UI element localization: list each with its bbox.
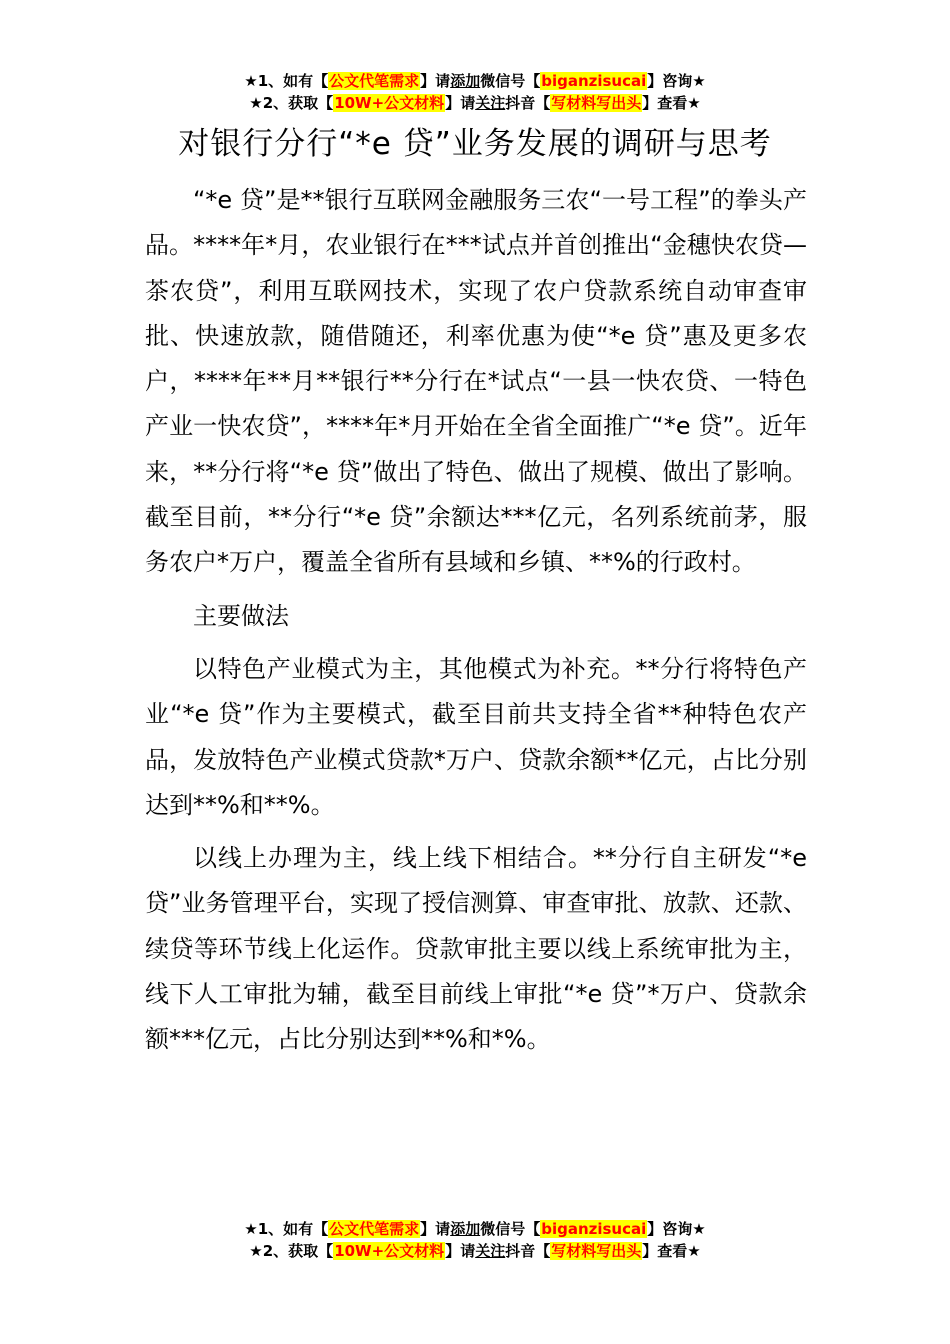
banner-text: 】请 xyxy=(445,1242,476,1260)
banner-emphasis: 关注 xyxy=(475,1242,506,1260)
banner-text: 】请 xyxy=(420,1220,451,1238)
paragraph-online-processing: 以线上办理为主，线上线下相结合。**分行自主研发“*e 贷”业务管理平台，实现了授信测算、审查审批、放款、还款、续贷等环节线上化运作。贷款审批主要以线上系统审批为主，线下人工审批为辅，截至目前线上审批“*e 贷”*万户、贷款余额***亿元，占比分别达到**%和*%。 xyxy=(145,844,807,1054)
banner-wechat-id: biganzisucai xyxy=(541,72,647,90)
banner-wechat-id: biganzisucai xyxy=(541,1220,647,1238)
banner-text: 】请 xyxy=(445,94,476,112)
footer-banner-line-1 xyxy=(0,1218,950,1240)
header-banner-line-2 xyxy=(0,92,950,114)
banner-text: ★2、获取【 xyxy=(249,1242,334,1260)
footer-banner-line-2 xyxy=(0,1240,950,1262)
banner-text: ★1、如有【 xyxy=(244,1220,329,1238)
document-title: 对银行分行“*e 贷”业务发展的调研与思考 xyxy=(178,126,772,162)
paragraph-intro: “*e 贷”是**银行互联网金融服务三农“一号工程”的拳头产品。****年*月，农业银行在***试点并首创推出“金穗快农贷—茶农贷”，利用互联网技术，实现了农户贷款系统自动审查审批、快速放款，随借随还，利率优惠为使“*e 贷”惠及更多农户，****年**月**银行**分行在*试点“一县一快农贷、一特色产业一快农贷”，****年*月开始在全省全面推广“*e 贷”。近年来，**分行将“*e 贷”做出了特色、做出了规模、做出了影响。截至目前，**分行“*e 贷”余额达***亿元，名列系统前茅，服务农户*万户，覆盖全省所有县域和乡镇、**%的行政村。 xyxy=(145,186,807,577)
banner-douyin-account: 写材料写出头 xyxy=(551,1242,642,1260)
footer-banner xyxy=(0,1218,950,1262)
header-banner-line-1 xyxy=(0,70,950,92)
banner-text: 】咨询★ xyxy=(647,72,706,90)
banner-text: 抖音【 xyxy=(505,1242,551,1260)
banner-text: 】请 xyxy=(420,72,451,90)
banner-emphasis: 关注 xyxy=(475,94,506,112)
banner-text: ★1、如有【 xyxy=(244,72,329,90)
banner-text: ★2、获取【 xyxy=(249,94,334,112)
header-banner xyxy=(0,70,950,114)
banner-emphasis: 添加 xyxy=(450,1220,481,1238)
banner-emphasis: 添加 xyxy=(450,72,481,90)
banner-text: 】查看★ xyxy=(642,94,701,112)
banner-highlight: 公文代笔需求 xyxy=(329,1220,420,1238)
banner-text: 微信号【 xyxy=(480,1220,541,1238)
banner-text: 】咨询★ xyxy=(647,1220,706,1238)
section-heading-main-practices: 主要做法 xyxy=(193,601,289,630)
banner-douyin-account: 写材料写出头 xyxy=(551,94,642,112)
banner-highlight: 10W+公文材料 xyxy=(334,94,445,112)
paragraph-industry-model: 以特色产业模式为主，其他模式为补充。**分行将特色产业“*e 贷”作为主要模式，截至目前共支持全省**种特色农产品，发放特色产业模式贷款*万户、贷款余额**亿元，占比分别达到**%和**%。 xyxy=(145,654,807,819)
banner-highlight: 10W+公文材料 xyxy=(334,1242,445,1260)
document-body xyxy=(145,178,807,1071)
banner-text: 微信号【 xyxy=(480,72,541,90)
banner-text: 抖音【 xyxy=(505,94,551,112)
banner-text: 】查看★ xyxy=(642,1242,701,1260)
banner-highlight: 公文代笔需求 xyxy=(329,72,420,90)
